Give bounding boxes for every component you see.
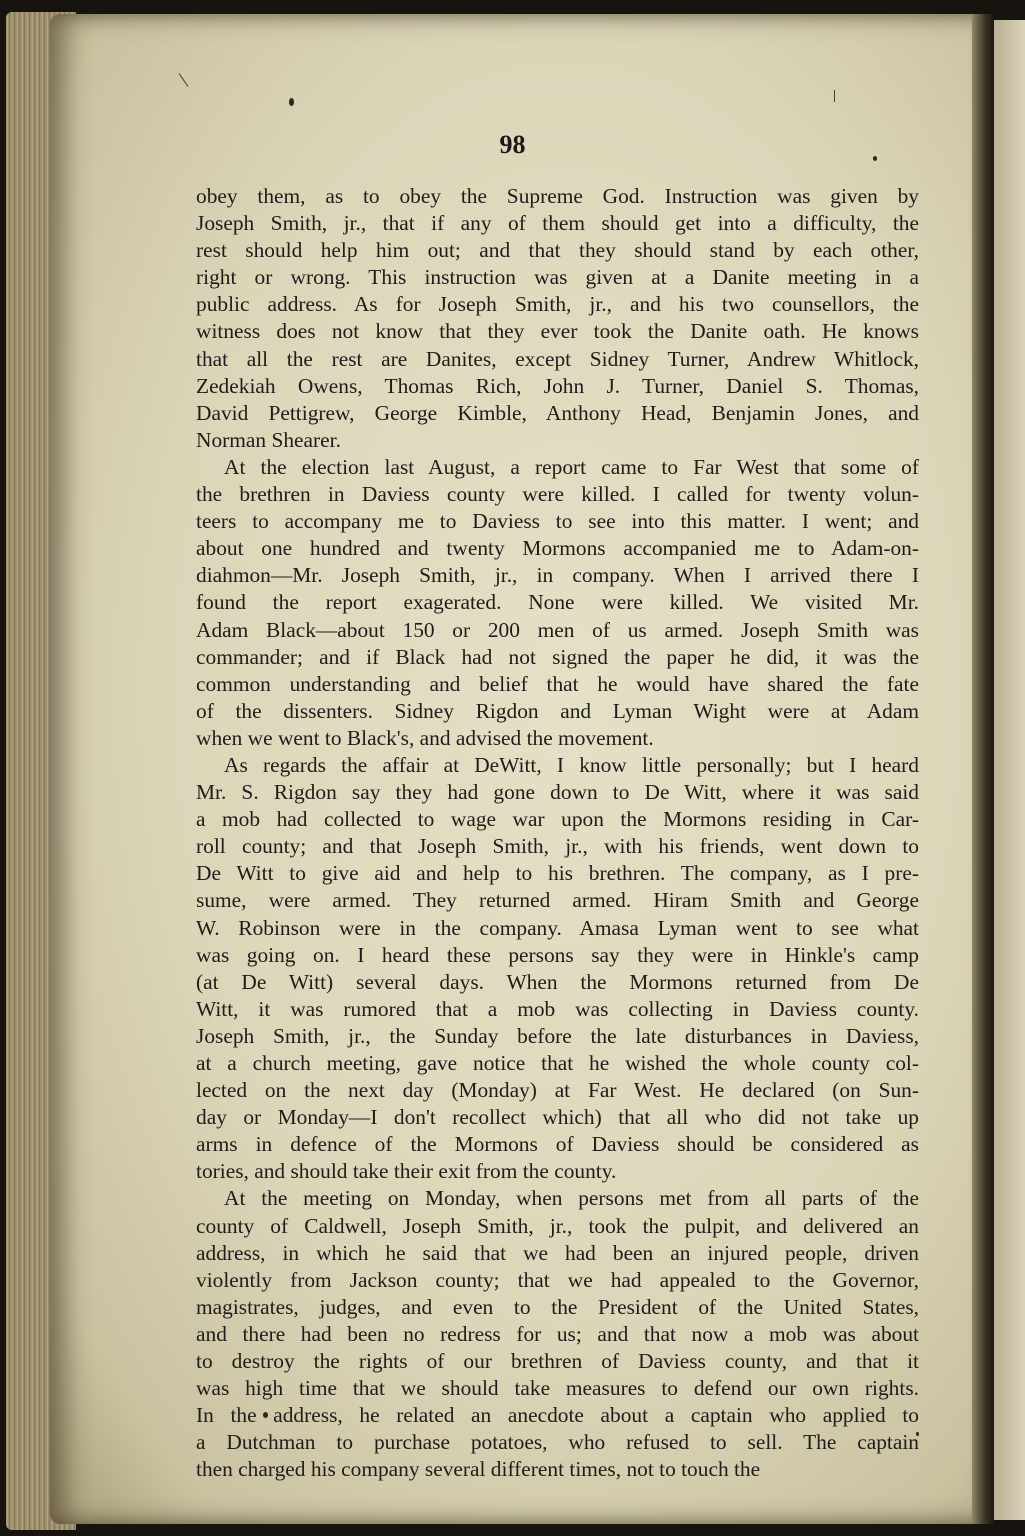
text-line: lected on the next day (Monday) at Far West. He declared (on Sun- [196, 1078, 919, 1103]
text-line: De Witt to give aid and help to his brethren. The company, as I pre- [196, 861, 919, 886]
paragraph [196, 454, 919, 752]
text-line: W. Robinson were in the company. Amasa Lyman went to see what [196, 915, 919, 940]
text-line: rest should help him out; and that they should stand by each other, [196, 238, 919, 263]
text-line: violently from Jackson county; that we had appealed to the Governor, [196, 1267, 919, 1292]
text-line: David Pettigrew, George Kimble, Anthony Head, Benjamin Jones, and [196, 400, 919, 425]
text-line: Mr. S. Rigdon say they had gone down to De Witt, where it was said [196, 780, 919, 805]
text-line: when we went to Black's, and advised the movement. [196, 725, 654, 750]
text-line: a Dutchman to purchase potatoes, who refused to sell. The captain [196, 1430, 919, 1455]
text-line: teers to accompany me to Daviess to see into this matter. I went; and [196, 509, 919, 534]
text-line: At the meeting on Monday, when persons met from all parts of the [224, 1186, 919, 1211]
text-line: obey them, as to obey the Supreme God. Instruction was given by [196, 184, 919, 208]
body-text [196, 183, 919, 1484]
text-line: county of Caldwell, Joseph Smith, jr., took the pulpit, and delivered an [196, 1213, 919, 1238]
text-line: address, in which he said that we had been an injured people, driven [196, 1240, 919, 1265]
text-line: about one hundred and twenty Mormons accompanied me to Adam-on- [196, 536, 919, 561]
text-line: As regards the affair at DeWitt, I know little personally; but I heard [224, 752, 919, 777]
text-line: a mob had collected to wage war upon the Mormons residing in Car- [196, 807, 919, 832]
text-line: At the election last August, a report came to Far West that some of [224, 454, 919, 479]
text-line: the brethren in Daviess county were killed. I called for twenty volun- [196, 482, 919, 507]
text-line: and there had been no redress for us; and that now a mob was about [196, 1321, 919, 1346]
text-line: (at De Witt) several days. When the Mormons returned from De [196, 969, 919, 994]
paragraph [196, 1185, 919, 1483]
text-line: common understanding and belief that he would have shared the fate [196, 671, 919, 696]
page-scratch [834, 90, 835, 102]
ink-fleck [289, 98, 294, 106]
text-line: roll county; and that Joseph Smith, jr., with his friends, went down to [196, 834, 919, 859]
text-line: day or Monday—I don't recollect which) that all who did not take up [196, 1105, 919, 1130]
text-line: Norman Shearer. [196, 427, 341, 452]
text-line: Joseph Smith, jr., the Sunday before the late disturbances in Daviess, [196, 1023, 919, 1048]
text-line: Joseph Smith, jr., that if any of them should get into a difficulty, the [196, 211, 919, 236]
text-line: arms in defence of the Mormons of Daviess should be considered as [196, 1132, 919, 1157]
text-line: Witt, it was rumored that a mob was collecting in Daviess county. [196, 996, 919, 1021]
text-line: magistrates, judges, and even to the President of the United States, [196, 1294, 919, 1319]
book-gutter [972, 14, 994, 1524]
text-line: diahmon—Mr. Joseph Smith, jr., in company. When I arrived there I [196, 563, 919, 588]
text-line: to destroy the rights of our brethren of Daviess county, and that it [196, 1349, 919, 1374]
text-line: sume, were armed. They returned armed. Hiram Smith and George [196, 888, 919, 913]
text-line: of the dissenters. Sidney Rigdon and Lyman Wight were at Adam [196, 698, 919, 723]
page-number: 98 [499, 130, 526, 159]
text-line: then charged his company several different times, not to touch the [196, 1457, 761, 1482]
text-line: was high time that we should take measures to defend our own rights. [196, 1376, 919, 1401]
paragraph [196, 752, 919, 1186]
text-line: public address. As for Joseph Smith, jr., and his two counsellors, the [196, 292, 919, 317]
text-line: tories, and should take their exit from the county. [196, 1159, 617, 1184]
text-line: witness does not know that they ever took the Danite oath. He knows [196, 319, 919, 344]
text-line: that all the rest are Danites, except Sidney Turner, Andrew Whitlock, [196, 346, 919, 371]
text-line: commander; and if Black had not signed the paper he did, it was the [196, 644, 919, 669]
text-line: was going on. I heard these persons say they were in Hinkle's camp [196, 942, 919, 967]
text-line: at a church meeting, gave notice that he wished the whole county col- [196, 1051, 919, 1075]
text-line: Adam Black—about 150 or 200 men of us armed. Joseph Smith was [196, 617, 919, 642]
text-line: right or wrong. This instruction was given at a Danite meeting in a [196, 265, 919, 290]
text-line: In the address, he related an anecdote about a captain who applied to [196, 1403, 919, 1428]
next-page-edge [994, 20, 1025, 1520]
text-line: Zedekiah Owens, Thomas Rich, John J. Turner, Daniel S. Thomas, [196, 373, 919, 398]
text-line: found the report exagerated. None were killed. We visited Mr. [196, 590, 919, 615]
paragraph [196, 183, 919, 454]
